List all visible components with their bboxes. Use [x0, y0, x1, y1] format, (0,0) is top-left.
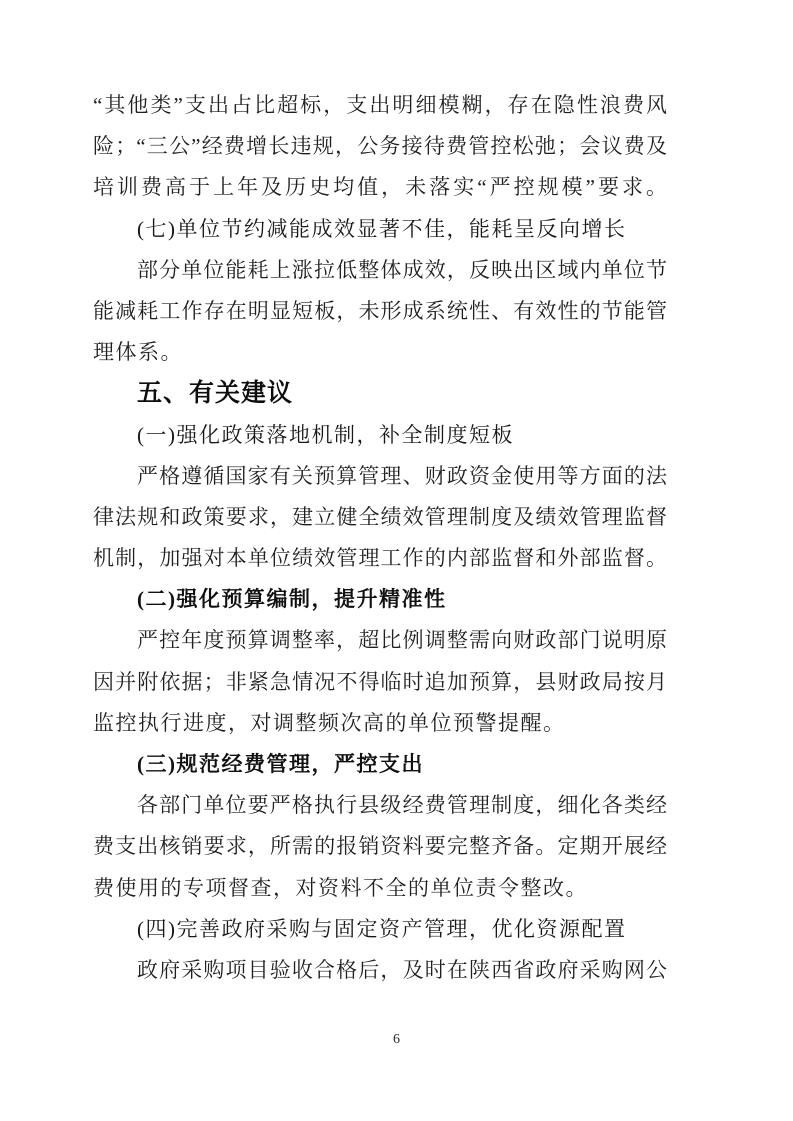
text-line: 监控执行进度，对调整频次高的单位预警提醒。 — [93, 710, 566, 735]
text-line: 机制，加强对本单位绩效管理工作的内部监督和外部监督。 — [93, 546, 667, 571]
text-line: 费使用的专项督查，对资料不全的单位责令整改。 — [93, 875, 588, 900]
text-line: 部分单位能耗上涨拉低整体成效，反映出区域内单位节 — [137, 257, 667, 282]
text-line: 律法规和政策要求，建立健全绩效管理制度及绩效管理监督 — [93, 504, 667, 529]
text-line: 险；“三公”经费增长违规，公务接待费管控松弛；会议费及 — [93, 134, 667, 159]
text-line: “其他类”支出占比超标，支出明细模糊，存在隐性浪费风 — [93, 93, 667, 117]
text-line: 因并附依据；非紧急情况不得临时追加预算，县财政局按月 — [93, 669, 667, 694]
subheading-bold-line: (三)规范经费管理，严控支出 — [137, 752, 424, 776]
subheading-line: (一)强化政策落地机制，补全制度短板 — [137, 422, 514, 447]
text-line: 费支出核销要求，所需的报销资料要完整齐备。定期开展经 — [93, 834, 667, 859]
text-line: 严格遵循国家有关预算管理、财政资金使用等方面的法 — [137, 463, 667, 488]
text-line: 各部门单位要严格执行县级经费管理制度，细化各类经 — [137, 793, 667, 818]
text-line: 严控年度预算调整率，超比例调整需向财政部门说明原 — [137, 628, 667, 653]
section-heading-line: 五、有关建议 — [137, 379, 294, 408]
subheading-bold-line: (二)强化预算编制，提升精准性 — [137, 587, 447, 612]
text-line: 理体系。 — [93, 340, 183, 365]
text-line: 能减耗工作存在明显短板，未形成系统性、有效性的节能管 — [93, 298, 667, 323]
subheading-line: (四)完善政府采购与固定资产管理，优化资源配置 — [137, 916, 627, 941]
text-line: 培训费高于上年及历史均值，未落实“严控规模”要求。 — [93, 175, 667, 200]
subheading-line: (七)单位节约减能成效显著不佳，能耗呈反向增长 — [137, 216, 627, 241]
text-line: 政府采购项目验收合格后，及时在陕西省政府采购网公 — [137, 957, 667, 982]
text-block — [93, 85, 667, 991]
page-number: 6 — [393, 1032, 400, 1047]
